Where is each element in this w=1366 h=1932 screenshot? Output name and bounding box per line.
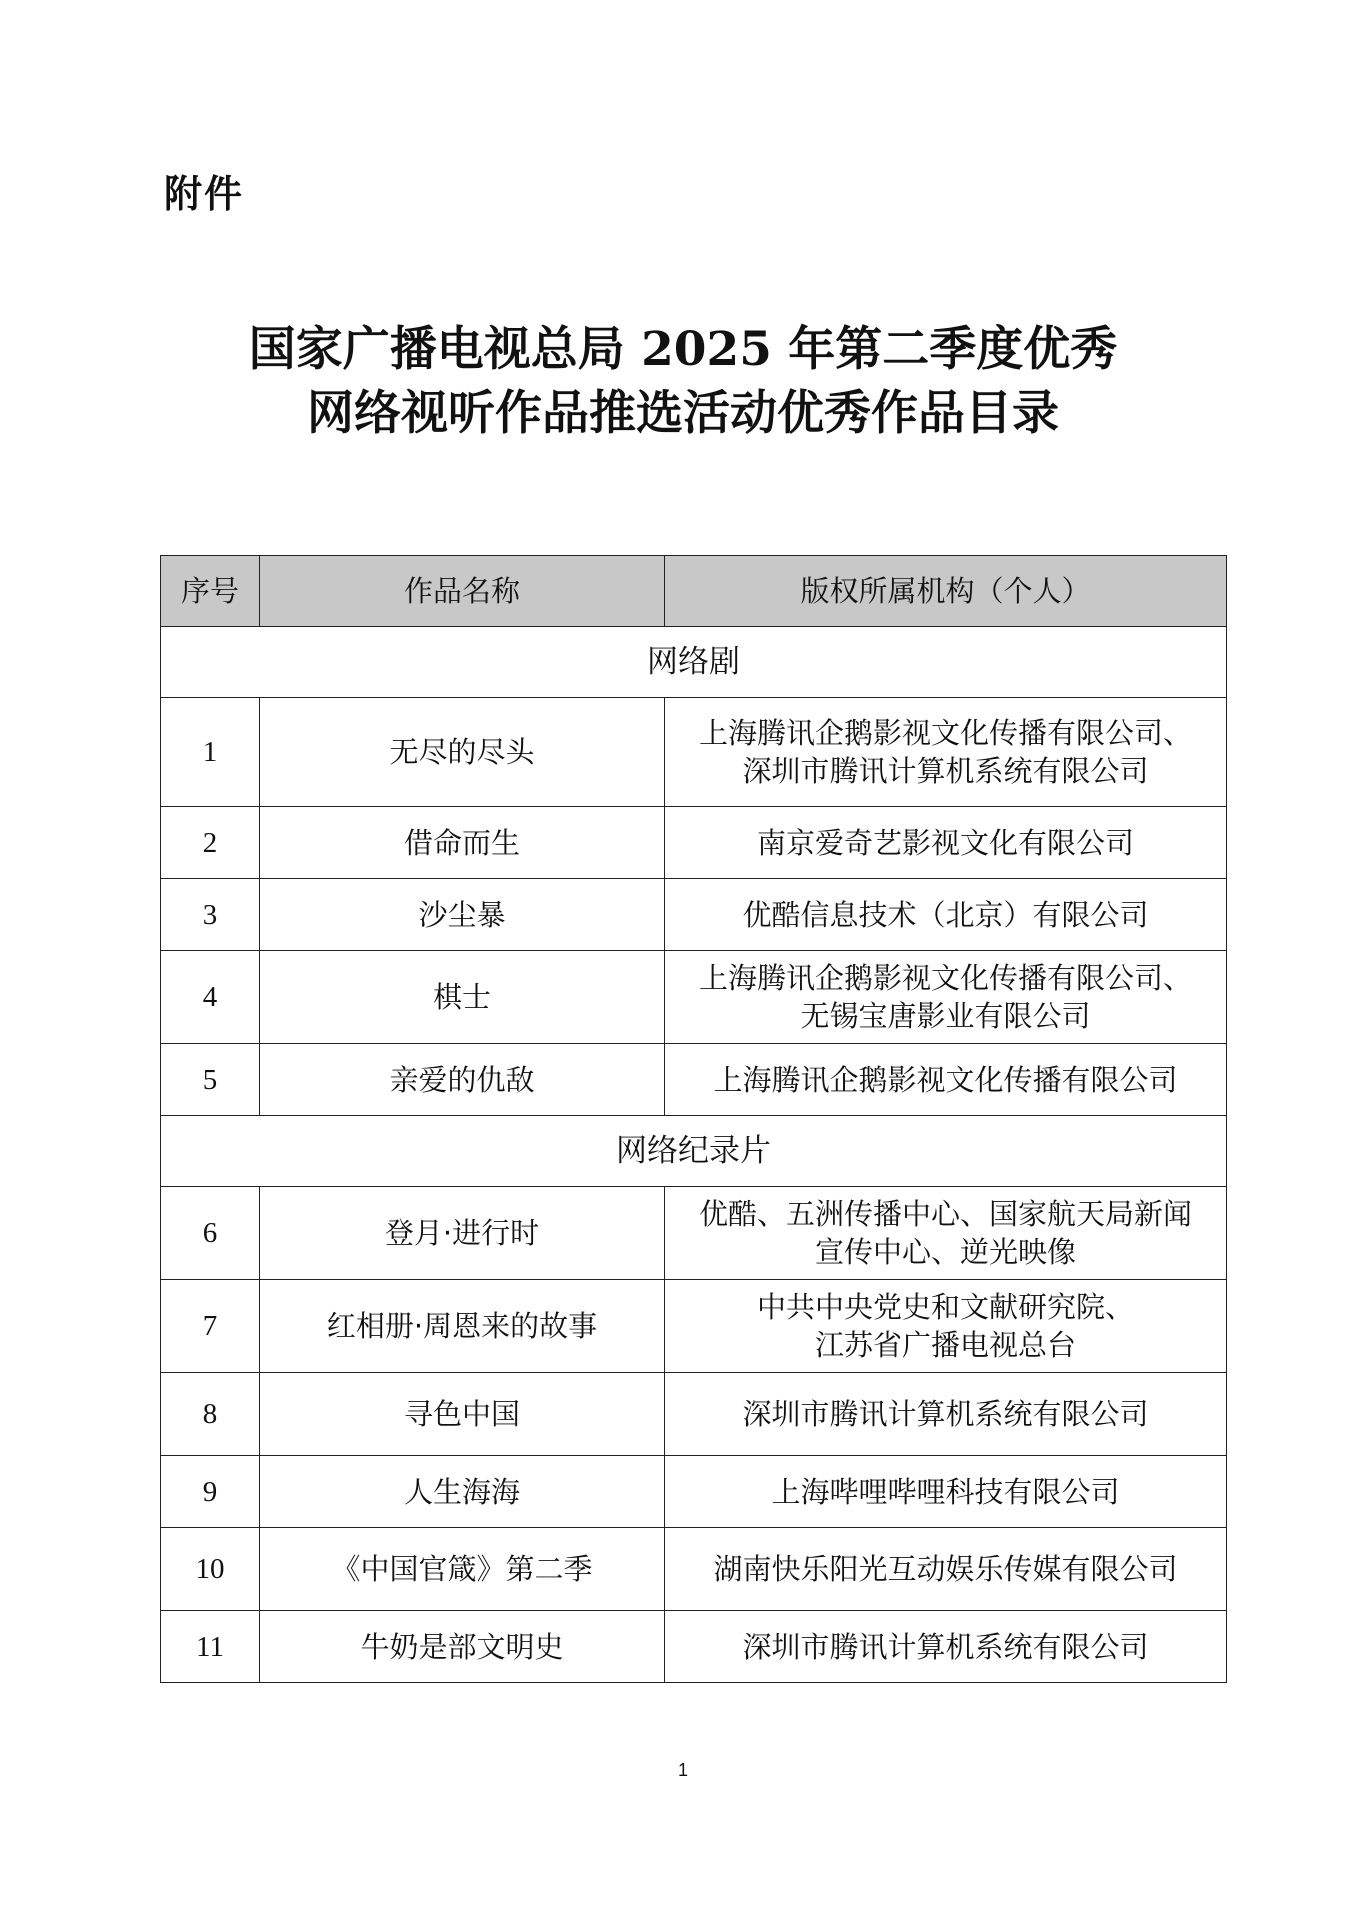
work-title: 寻色中国 bbox=[260, 1373, 665, 1456]
table-row bbox=[161, 1528, 1227, 1611]
copyright-owner-line: 优酷、五洲传播中心、国家航天局新闻 bbox=[698, 1197, 1192, 1231]
section-title: 网络纪录片 bbox=[161, 1116, 1227, 1187]
row-number: 5 bbox=[161, 1044, 260, 1116]
work-title: 借命而生 bbox=[260, 807, 665, 879]
copyright-owner bbox=[665, 1456, 1227, 1528]
table-row bbox=[161, 1456, 1227, 1528]
title-line-2: 网络视听作品推选活动优秀作品目录 bbox=[307, 386, 1059, 441]
copyright-owner-line: 宣传中心、逆光映像 bbox=[814, 1235, 1076, 1269]
copyright-owner bbox=[665, 807, 1227, 879]
table-row bbox=[161, 951, 1227, 1044]
table-row bbox=[161, 1373, 1227, 1456]
table-row bbox=[161, 879, 1227, 951]
copyright-owner bbox=[665, 1528, 1227, 1611]
copyright-owner-line: 上海腾讯企鹅影视文化传播有限公司、 bbox=[698, 716, 1192, 750]
copyright-owner-line: 深圳市腾讯计算机系统有限公司 bbox=[742, 1397, 1149, 1431]
table-header-row bbox=[161, 556, 1227, 627]
title-line-1: 国家广播电视总局 2025 年第二季度优秀 bbox=[248, 322, 1118, 377]
copyright-owner bbox=[665, 1187, 1227, 1280]
work-title: 登月·进行时 bbox=[260, 1187, 665, 1280]
copyright-owner-line: 优酷信息技术（北京）有限公司 bbox=[742, 897, 1149, 932]
copyright-owner bbox=[665, 951, 1227, 1044]
table-row bbox=[161, 698, 1227, 807]
column-header-title: 作品名称 bbox=[260, 556, 665, 627]
section-title: 网络剧 bbox=[161, 627, 1227, 698]
table-row bbox=[161, 1044, 1227, 1116]
work-title: 人生海海 bbox=[260, 1456, 665, 1528]
section-row bbox=[161, 1116, 1227, 1187]
row-number: 10 bbox=[161, 1528, 260, 1611]
copyright-owner-line: 江苏省广播电视总台 bbox=[814, 1328, 1076, 1362]
section-row bbox=[161, 627, 1227, 698]
copyright-owner bbox=[665, 1044, 1227, 1116]
copyright-owner-line: 湖南快乐阳光互动娱乐传媒有限公司 bbox=[713, 1552, 1178, 1586]
row-number: 2 bbox=[161, 807, 260, 879]
copyright-owner-line: 无锡宝唐影业有限公司 bbox=[800, 999, 1091, 1033]
column-header-number: 序号 bbox=[161, 556, 260, 627]
copyright-owner bbox=[665, 879, 1227, 951]
copyright-owner-line: 中共中央党史和文献研究院、 bbox=[756, 1290, 1134, 1324]
row-number: 11 bbox=[161, 1611, 260, 1683]
copyright-owner-line: 南京爱奇艺影视文化有限公司 bbox=[756, 825, 1134, 860]
work-title: 《中国官箴》第二季 bbox=[260, 1528, 665, 1611]
row-number: 1 bbox=[161, 698, 260, 807]
work-title: 牛奶是部文明史 bbox=[260, 1611, 665, 1683]
work-title: 红相册·周恩来的故事 bbox=[260, 1280, 665, 1373]
copyright-owner bbox=[665, 1611, 1227, 1683]
copyright-owner-line: 上海腾讯企鹅影视文化传播有限公司、 bbox=[698, 961, 1192, 995]
copyright-owner bbox=[665, 698, 1227, 807]
copyright-owner bbox=[665, 1280, 1227, 1373]
work-title: 棋士 bbox=[260, 951, 665, 1044]
column-header-copyright-owner: 版权所属机构（个人） bbox=[665, 556, 1227, 627]
row-number: 8 bbox=[161, 1373, 260, 1456]
page-number: 1 bbox=[677, 1760, 688, 1780]
table-row bbox=[161, 1187, 1227, 1280]
table-row bbox=[161, 807, 1227, 879]
copyright-owner-line: 上海哔哩哔哩科技有限公司 bbox=[771, 1474, 1120, 1509]
works-catalog-table bbox=[160, 555, 1227, 1683]
copyright-owner-line: 深圳市腾讯计算机系统有限公司 bbox=[742, 754, 1149, 788]
attachment-label: 附件 bbox=[164, 172, 245, 216]
work-title: 亲爱的仇敌 bbox=[260, 1044, 665, 1116]
copyright-owner-line: 深圳市腾讯计算机系统有限公司 bbox=[742, 1629, 1149, 1664]
copyright-owner-line: 上海腾讯企鹅影视文化传播有限公司 bbox=[713, 1062, 1178, 1097]
row-number: 7 bbox=[161, 1280, 260, 1373]
row-number: 3 bbox=[161, 879, 260, 951]
work-title: 沙尘暴 bbox=[260, 879, 665, 951]
row-number: 4 bbox=[161, 951, 260, 1044]
table-row bbox=[161, 1611, 1227, 1683]
row-number: 6 bbox=[161, 1187, 260, 1280]
copyright-owner bbox=[665, 1373, 1227, 1456]
work-title: 无尽的尽头 bbox=[260, 698, 665, 807]
table-row bbox=[161, 1280, 1227, 1373]
row-number: 9 bbox=[161, 1456, 260, 1528]
document-title bbox=[0, 318, 1366, 446]
